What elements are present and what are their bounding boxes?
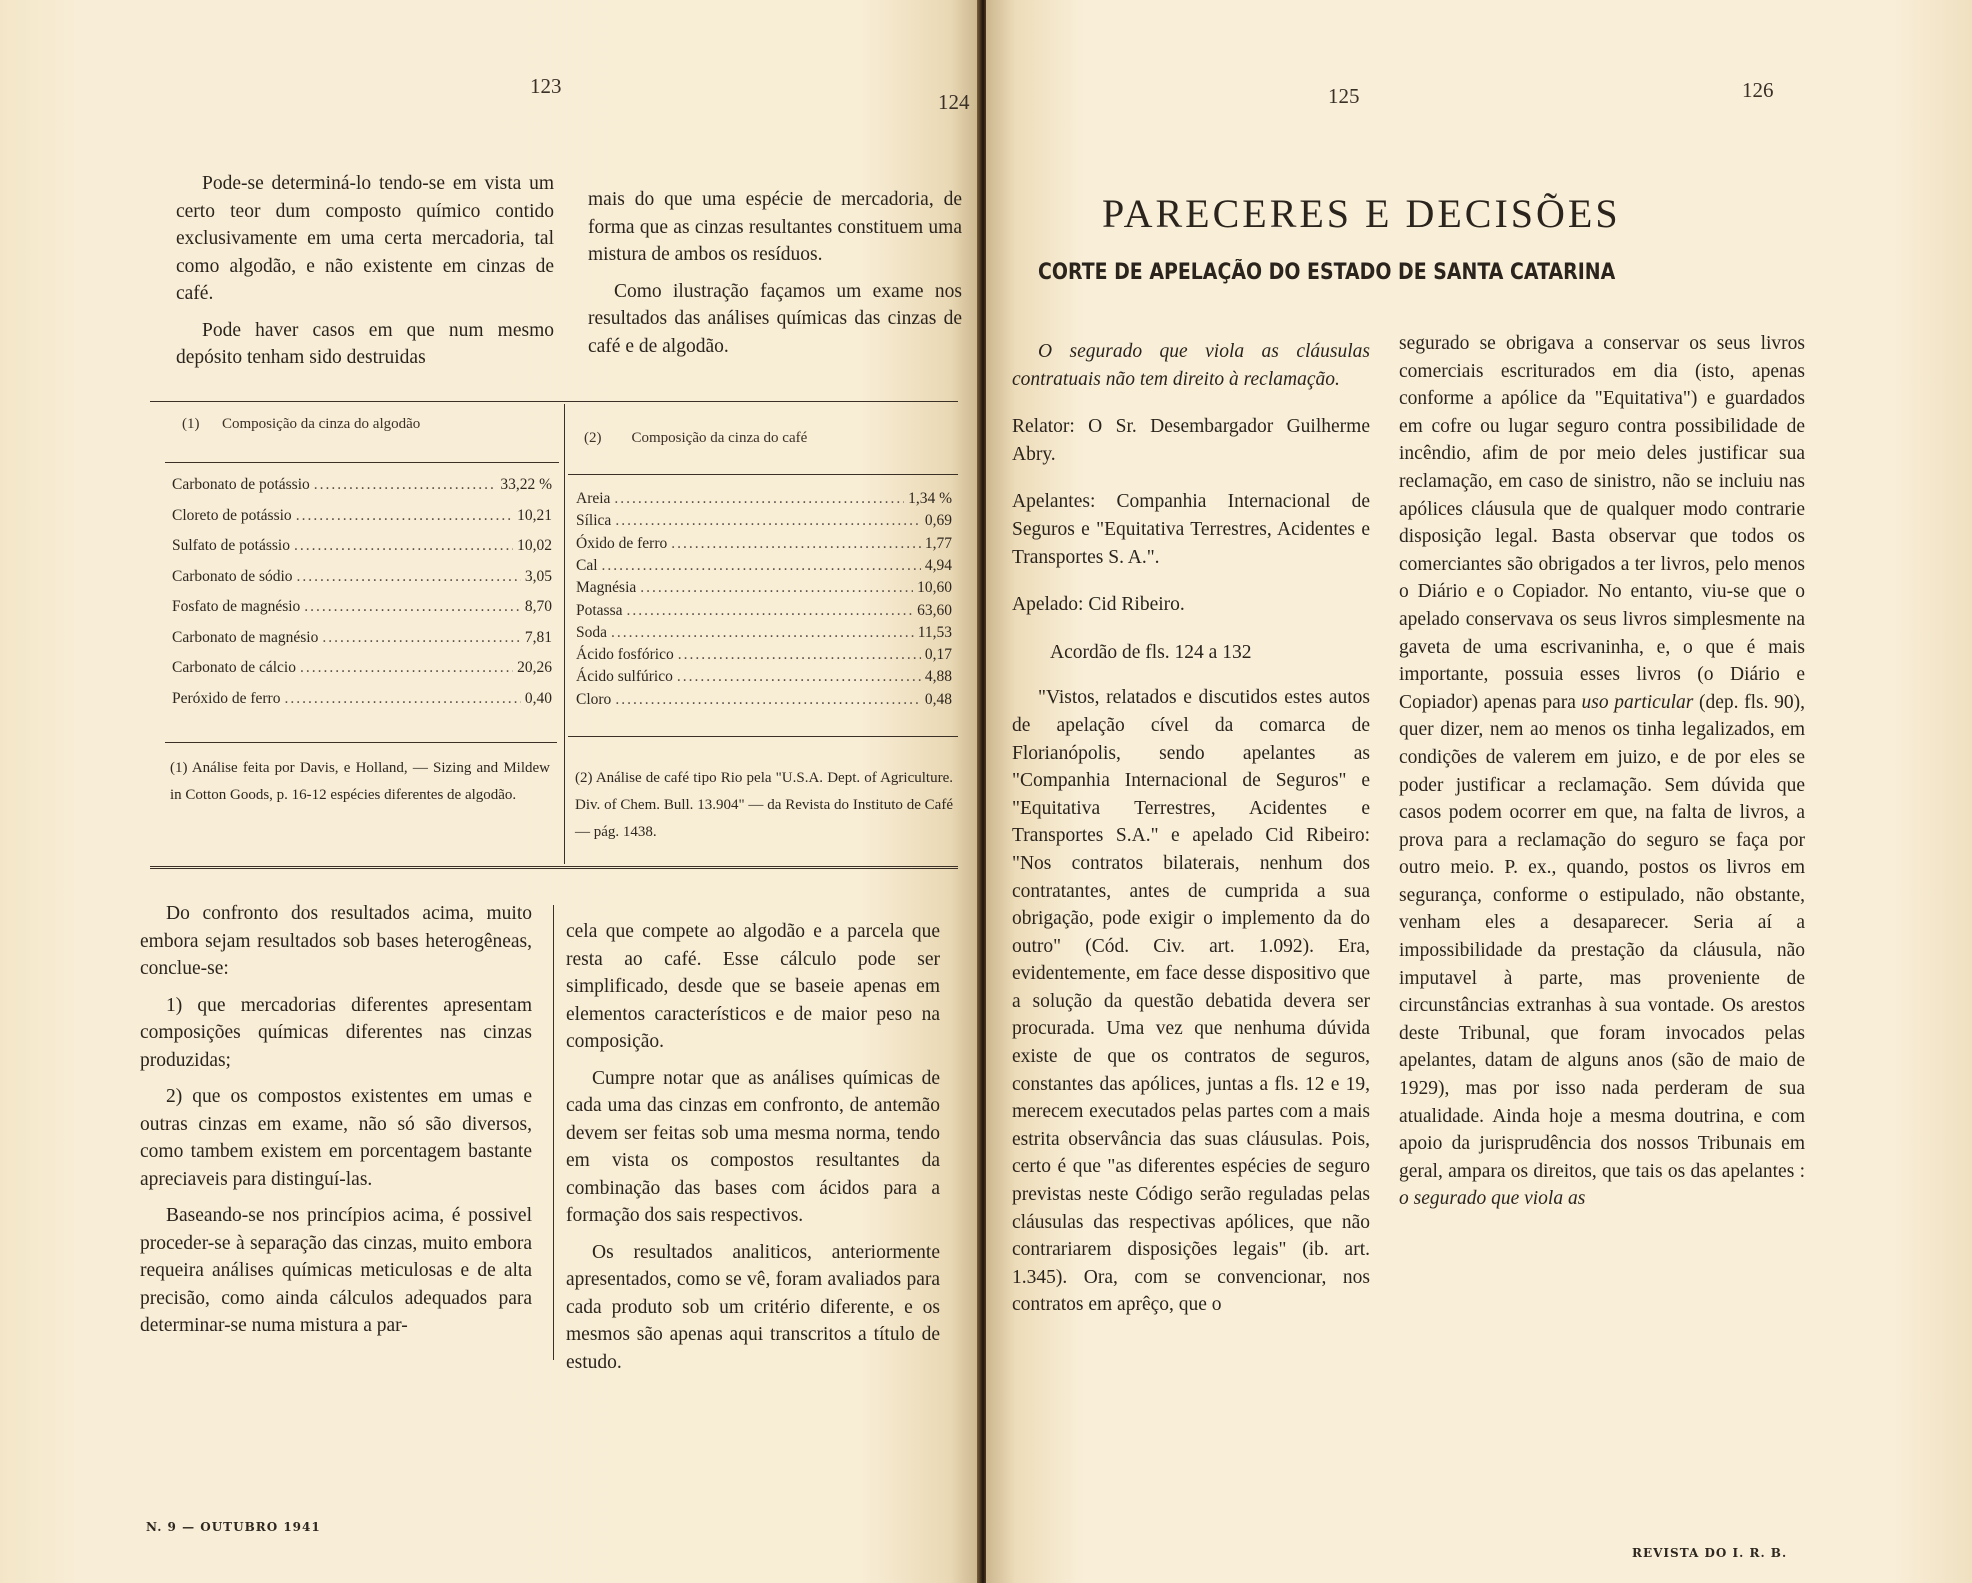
table-cell-value: 11,53 <box>917 623 952 641</box>
dot-leader <box>614 490 904 508</box>
paragraph: Os resultados analiticos, anteriormente apresentados, como se vê, foram avaliados para cada produto sob um critério diferente, e os mesmos são apenas aqui transcritos a título de estudo. <box>566 1241 940 1373</box>
dot-leader <box>602 557 921 575</box>
summary: O segurado que viola as cláusulas contratuais não tem direito à reclamação. <box>1012 341 1370 390</box>
table-cell-name: Soda <box>576 623 607 641</box>
table-row <box>576 490 952 508</box>
table-cell-value: 0,69 <box>924 512 952 530</box>
apelantes: Apelantes: Companhia Internacional de Seguros e "Equitativa Terrestres, Acidentes e Transportes S. A.". <box>1012 491 1370 568</box>
table-1-title: (1) Composição da cinza do algodão <box>182 416 421 432</box>
table-row <box>172 537 552 555</box>
right-page <box>986 0 1972 1583</box>
table-bottom-rule <box>150 866 958 869</box>
table-cell-name: Magnésia <box>576 579 637 597</box>
table-row <box>576 668 952 686</box>
table-1-note: (1) Análise feita por Davis, e Holland, — Sizing and Mildew in Cotton Goods, p. 16-12 espécies diferentes de algodão. <box>170 760 550 803</box>
table-cell-value: 20,26 <box>517 659 552 676</box>
table-cell-name: Óxido de ferro <box>576 534 668 552</box>
left-footer: N. 9 — OUTUBRO 1941 <box>146 1520 321 1534</box>
table-cell-name: Areia <box>576 490 611 507</box>
table-row <box>172 568 552 586</box>
dot-leader <box>611 624 914 642</box>
table-cell-name: Cloreto de potássio <box>172 506 292 524</box>
table-cell-name: Fosfato de magnésio <box>172 598 301 615</box>
table-cell-name: Peróxido de ferro <box>172 689 281 707</box>
page-number-126: 126 <box>1742 78 1774 102</box>
table-row <box>576 535 952 553</box>
page-number-125: 125 <box>1328 84 1360 108</box>
dot-leader <box>615 691 921 709</box>
table-cell-value: 3,05 <box>524 567 552 585</box>
table-cell-value: 1,77 <box>924 534 952 552</box>
dot-leader <box>678 646 921 664</box>
table-row <box>172 629 552 647</box>
paragraph: 2) que os compostos existentes em umas e outras cinzas em exame, não só são diversos, como tambem existem em porcentagem bastante apreciaveis para distinguí-las. <box>140 1086 532 1190</box>
paragraph: Baseando-se nos princípios acima, é possivel proceder-se à separação das cinzas, muito embora requeira análises químicas meticulosas e de alta precisão, como ainda cálculos adequados para determinar-se numa mistura a par- <box>140 1205 532 1336</box>
table-2-note: (2) Análise de café tipo Rio pela "U.S.A. Dept. of Agriculture. Div. of Chem. Bull. 13.904" — da Revista do Instituto de Café — pág. 1438. <box>575 770 953 840</box>
table-cell-value: 4,94 <box>924 556 952 574</box>
table-cell-name: Carbonato de potássio <box>172 476 310 493</box>
table-cell-value: 0,17 <box>924 646 952 664</box>
paragraph: Como ilustração façamos um exame nos resultados das análises químicas das cinzas de café e de algodão. <box>588 280 962 357</box>
table-row <box>576 512 952 530</box>
table-cell-name: Carbonato de cálcio <box>172 659 296 676</box>
table-cell-value: 4,88 <box>924 668 952 686</box>
page-number-123: 123 <box>530 74 562 98</box>
table-cell-value: 10,21 <box>517 506 552 524</box>
table-row <box>576 646 952 664</box>
dot-leader <box>296 507 513 525</box>
dot-leader <box>615 512 921 530</box>
table-cell-name: Carbonato de sódio <box>172 567 293 585</box>
dot-leader <box>322 629 521 647</box>
dot-leader <box>627 602 914 620</box>
paragraph: Do confronto dos resultados acima, muito embora sejam resultados sob bases heterogêneas, conclue-se: <box>140 903 532 979</box>
table-row <box>172 659 552 677</box>
table-header-rule-1 <box>165 462 559 463</box>
table-row <box>576 557 952 575</box>
table-header-rule-2 <box>568 474 958 475</box>
table-cell-name: Sílica <box>576 512 612 530</box>
page-number-124: 124 <box>938 90 970 114</box>
table-row <box>172 507 552 525</box>
left-column-2-top <box>588 186 962 369</box>
paragraph: cela que compete ao algodão e a parcela que resta ao café. Esse cálculo pode ser simplificado, desde que se baseie apenas em elementos característicos e de maior peso na composição. <box>566 921 940 1052</box>
dot-leader <box>300 659 513 677</box>
dot-leader <box>284 690 520 708</box>
table-cell-name: Cloro <box>576 690 612 708</box>
table-cell-name: Cal <box>576 556 598 574</box>
left-page <box>0 0 980 1583</box>
dot-leader <box>671 535 921 553</box>
table-row <box>172 598 552 616</box>
table-row <box>172 476 552 494</box>
table-cell-value: 0,48 <box>924 690 952 708</box>
table-cell-name: Carbonato de magnésio <box>172 628 319 646</box>
dot-leader <box>294 537 513 555</box>
section-title: PARECERES E DECISÕES <box>1102 191 1621 236</box>
right-footer: REVISTA DO I. R. B. <box>1632 1546 1788 1560</box>
table-notes-rule-1 <box>165 742 557 743</box>
table-row <box>576 624 952 642</box>
dot-leader <box>314 476 497 494</box>
table-cell-name: Sulfato de potássio <box>172 537 290 554</box>
table-row <box>576 691 952 709</box>
paragraph: 1) que mercadorias diferentes apresentam composições químicas diferentes nas cinzas produzidas; <box>140 994 532 1071</box>
table-cell-value: 7,81 <box>524 628 552 646</box>
table-cell-value: 0,40 <box>524 689 552 707</box>
dot-leader <box>304 598 521 616</box>
left-column-1-bottom <box>140 900 532 1349</box>
dot-leader <box>640 579 913 597</box>
table-row <box>172 690 552 708</box>
court-subtitle: CORTE DE APELAÇÃO DO ESTADO DE SANTA CATARINA <box>1038 260 1616 285</box>
table-cell-value: 33,22 % <box>500 476 552 493</box>
dot-leader <box>677 668 921 686</box>
dot-leader <box>297 568 521 586</box>
apelado: Apelado: Cid Ribeiro. <box>1012 594 1185 616</box>
table-cell-value: 1,34 % <box>908 490 952 507</box>
left-column-1-top <box>176 170 554 381</box>
table-cell-name: Ácido fosfórico <box>576 646 674 664</box>
paragraph: Cumpre notar que as análises químicas de cada uma das cinzas em confronto, de antemão devem ser feitas sob uma mesma norma, tendo em vista os compostos resultantes da combinação das bases com ácidos para a formação dos sais respectivos. <box>566 1067 940 1226</box>
acordao: Acordão de fls. 124 a 132 <box>1050 641 1252 663</box>
table-cell-value: 63,60 <box>917 601 952 619</box>
relator: Relator: O Sr. Desembargador Guilherme Abry. <box>1012 416 1370 465</box>
right-column-2 <box>1399 330 1805 1233</box>
paragraph: Pode haver casos em que num mesmo depósito tenham sido destruidas <box>176 319 554 368</box>
table-notes-rule-2 <box>568 736 958 737</box>
right-column-1 <box>1012 338 1370 1339</box>
body-text: "Vistos, relatados e discutidos estes autos de apelação cível da comarca de Florianópolis, sendo apelantes as "Companhia Internacional de Seguros" e "Equitativa Terrestres, Acidentes e Transportes S.A." e apelado Cid Ribeiro: "Nos contratos bilaterais, nenhum dos contratantes, antes de cumprida a sua obrigação, pode exigir o implemento da do outro" (Cód. Civ. art. 1.092). Era, evidentemente, em face desse dispositivo que a solução da questão debatida devera ser procurada. Uma vez que nenhuma dúvida existe de que os contratos de seguros, constantes das apólices, juntas a fls. 12 e 19, merecem executados pelas partes com a mais estrita observância das suas cláusulas. Pois, certo é que "as diferentes espécies de seguro previstas neste Código serão reguladas pelas cláusulas das respectivas apólices, que não contrariarem disposições legais" (ib. art. 1.345). Ora, com se convencionar, nos contratos em aprêço, que o <box>1012 687 1370 1316</box>
table-cell-value: 10,60 <box>917 579 952 597</box>
paragraph: mais do que uma espécie de mercadoria, de forma que as cinzas resultantes constituem uma mistura de ambos os resíduos. <box>588 189 962 265</box>
paragraph: Pode-se determiná-lo tendo-se em vista um certo teor dum composto químico contido exclusivamente em uma certa mercadoria, tal como algodão, e não existente em cinzas de café. <box>176 173 554 304</box>
table-cell-name: Ácido sulfúrico <box>576 668 673 686</box>
left-column-2-bottom <box>566 918 940 1385</box>
table-top-rule <box>150 401 958 402</box>
table-cell-name: Potassa <box>576 601 623 619</box>
table-row <box>576 579 952 597</box>
column-divider <box>553 905 554 1360</box>
body-text: segurado se obrigava a conservar os seus livros comerciais escriturados em dia (isto, apenas conforme a apólice da "Equitativa") e guardados em cofre ou lugar seguro contra possibilidade de incêndio, afim de por meio deles justificar sua reclamação, em caso de sinistro, não se incluiu nas apólices cláusula que de qualquer modo contrarie disposição legal. Basta observar que todos os comerciantes são obrigados a ter livros, pelo menos o Diário e o Copiador. No entanto, viu-se que o apelado conservava os seus livros simplesmente na gaveta de uma escrivaninha, e, o que é mais importante, possuia esses livros (o Diário e Copiador) apenas para uso particular (dep. fls. 90), quer dizer, nem ao menos os tinha legalizados, em condições de valerem em juizo, e de por eles se poder justificar a reclamação. Sem dúvida que casos podem ocorrer em que, na falta de livros, a prova para a reclamação do seguro se faça por outro meio. P. ex., quando, postos os livros em segurança, conforme o estipulado, não obstante, venham eles a desaparecer. Seria aí a impossibilidade da prestação da cláusula, não imputavel à parte, mas proveniente de circunstâncias extranhas à sua vontade. Os arestos deste Tribunal, que foram invocados pelas apelantes, datam de alguns anos (são de maio de 1929), mas por isso nada perderam de sua atualidade. Ainda hoje a mesma doutrina, e com apoio da jurisprudência dos nossos Tribunais em geral, ampara os direitos, que tais os das apelantes : o segurado que viola as <box>1399 333 1805 1210</box>
table-cell-value: 10,02 <box>517 537 552 554</box>
table-divider <box>564 404 565 864</box>
table-2-title: (2) Composição da cinza do café <box>584 430 808 446</box>
table-row <box>576 602 952 620</box>
table-cell-value: 8,70 <box>524 598 552 615</box>
